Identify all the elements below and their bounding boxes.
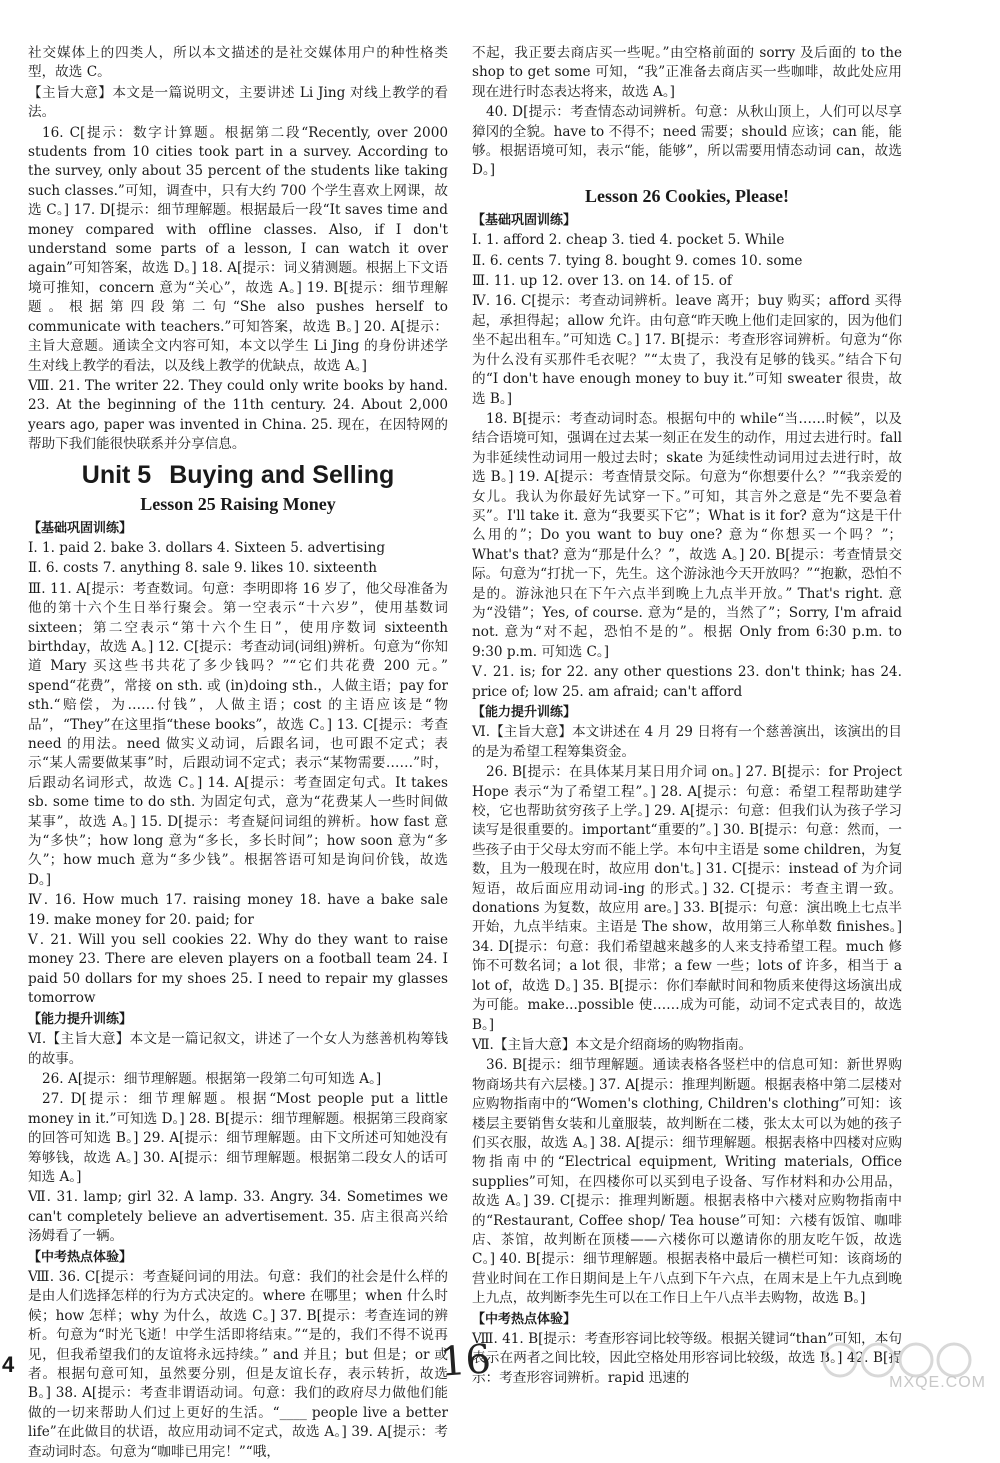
answer-list: Ⅴ. 21. Will you sell cookies 22. Why do they want to raise money 23. There are eleven players on a football team 24. I paid 50 dollars for my shoes 25. I need to repair my glasses tomorrow xyxy=(28,932,448,1007)
answer-list: Ⅱ. 6. cents 7. tying 8. bought 9. comes 10. some xyxy=(472,252,803,269)
answer-list: Ⅲ. 11. up 12. over 13. on 14. of 15. of xyxy=(472,273,732,290)
answer-explanation: 27. D[提示：细节理解题。根据“Most people put a little money in it.”可知选 D。] 28. B[提示：细节理解题。根据第三段商家的回答可知选 B。] 29. A[提示：细节理解题。由下文所述可知她没有筹够钱，故选 A。] 30. A[提示：细节理解题。根据第二段女人的话可知选 A。] xyxy=(28,1091,448,1185)
answer-explanation: 18. B[提示：考查动词时态。根据句中的 while“当……时候”，以及结合语境可知，强调在过去某一刻正在发生的动作，用过去进行时。fall 为非延续性动词用一般过去时；skate 为延续性动词用过去进行时，故选 B。] 19. A[提示：考查情景交际。句意为“你想要什么？”“我亲爱的女儿。我认为你最好先试穿一下。”可知，其言外之意是“先不要急着买”。I'll take it. 意为“我要买下它”；What is it for? 意为“这是干什么用的”；Do you want to buy one? 意为“你想买一个吗？”；What's that? 意为“那是什么？”，故选 A。] 20. B[提示：考查情景交际。句意为“打扰一下，先生。这个游泳池今天开放吗？”“抱歉，恐怕不是的。游泳池只在下午六点半到晚上九点半开放。” That's right. 意为“没错”；Yes, of course. 意为“是的，当然了”；Sorry, I'm afraid not. 意为“对不起，恐怕不是的”。根据 Only from 6:30 p.m. to 9:30 p.m. 可知选 C。] xyxy=(472,410,902,660)
answer-list: Ⅷ. 21. The writer 22. They could only write books by hand. 23. At the beginning of the 11th century. 24. About 2,000 years ago, paper was invented in China. 25. 现在，在因特网的帮助下我们能很快联系并分享信息。 xyxy=(28,377,448,453)
paragraph: 不起，我正要去商店买一些呢。”由空格前面的 sorry 及后面的 to the shop to get some 可知，“我”正准备去商店买一些咖啡，故此处应用现在进行时态表达将来，故选 A。] xyxy=(472,45,902,100)
answer-explanation: 40. D[提示：考查情态动词辨析。句意：从秋山顶上，人们可以尽享獐冈的全貌。have to 不得不；need 需要；should 应该；can 能，能够。根据语境可知，表示“能，能够”，所以需要用情态动词 can，故选 D。] xyxy=(472,104,902,179)
main-idea-note: 【主旨大意】本文是一篇说明文，主要讲述 Li Jing 对线上教学的看法。 xyxy=(28,84,448,121)
answer-list: Ⅳ. 16. How much 17. raising money 18. have a bake sale 19. make money for 20. paid; for xyxy=(28,892,448,928)
section-heading: 【中考热点体验】 xyxy=(472,1311,577,1327)
section-heading: 【基础巩固训练】 xyxy=(28,520,133,536)
left-column xyxy=(28,44,448,1463)
main-idea-note: Ⅶ.【主旨大意】本文是介绍商场的购物指南。 xyxy=(472,1036,753,1053)
answer-explanation: Ⅷ. 41. B[提示：考查形容词比较等级。根据关键词“than”可知，本句表示在两者之间比较，因此空格处用形容词比较级，故选 B。] 42. B[提示：考查形容词辨析。rapid 迅速的 xyxy=(472,1331,902,1386)
lesson-title: Lesson 25 Raising Money xyxy=(140,493,336,514)
answer-list: Ⅶ. 31. lamp; girl 32. A lamp. 33. Angry. 34. Sometimes we can't completely believe an advertisement. 35. 店主很高兴给汤姆看了一辆。 xyxy=(28,1189,448,1245)
answer-explanation: 26. A[提示：细节理解题。根据第一段第二句可知选 A。] xyxy=(42,1070,382,1087)
handwritten-mark: 16 xyxy=(438,1336,493,1386)
answer-explanation: 16. C[提示：数字计算题。根据第二段“Recently, over 2000 students from 10 cities took part in a survey. According to the survey, only about 35 percent of the students like taking such classes.”可知，调查中，只有大约 700 个学生喜欢上网课，故选 C。] 17. D[提示：细节理解题。根据最后一段“It saves time and money compared with offline classes. Also, if I don't understand some parts of a lesson, I can watch it over again”可知答案，故选 D。] 18. A[提示：词义猜测题。根据上下文语境可推知，concern 意为“关心”，故选 A。] 19. B[提示：细节理解题。根据第四段第二句“She also pushes herself to communicate with teachers.”可知答案，故选 B。] 20. A[提示：主旨大意题。通读全文内容可知，本文以学生 Li Jing 的身份讲述学生对线上教学的看法，以及线上教学的优缺点，故选 A。] xyxy=(28,124,448,374)
section-heading: 【中考热点体验】 xyxy=(28,1249,133,1265)
answer-explanation: Ⅲ. 11. A[提示：考查数词。句意：李明即将 16 岁了，他父母准备为他的第十六个生日举行聚会。第一空表示“十六岁”，使用基数词 sixteen；第二空表示“第十六个生日”，使用序数词 sixteenth birthday，故选 A。] 12. C[提示：考查动词(词组)辨析。句意为“你知道 Mary 买这些书共花了多少钱吗？”“它们共花费 200 元。” spend“花费”，常接 on sth. 或 (in)doing sth.，人做主语；pay for sth.“赔偿，为……付钱”，人做主语；cost 的主语应该是“物品”，“They”在这里指“these books”，故选 C。] 13. C[提示：考查 need 的用法。need 做实义动词，后跟名词，也可跟不定式；表示“某人需要做某事”时，后跟动词不定式；表示“某物需要……”时，后跟动名词形式，故选 C。] 14. A[提示：考查固定句式。It takes sb. some time to do sth. 为固定句式，意为“花费某人一些时间做某事”，故选 A。] 15. D[提示：考查疑问词组的辨析。how fast 意为“多快”；how long 意为“多长，多长时间”；how soon 意为“多久”；how much 意为“多少钱”。根据答语可知是询问价钱，故选 D。] xyxy=(28,580,448,888)
watermark-text: MXQE.COM xyxy=(889,1374,986,1391)
unit-number: Unit 5 xyxy=(81,460,152,489)
paragraph: 社交媒体上的四类人，所以本文描述的是社交媒体用户的种性格类型，故选 C。 xyxy=(28,45,448,81)
page-number: 4 xyxy=(2,1352,15,1377)
section-heading: 【能力提升训练】 xyxy=(472,705,577,720)
unit-title xyxy=(28,461,448,489)
section-heading: 【基础巩固训练】 xyxy=(472,212,577,228)
answer-explanation: Ⅷ. 36. C[提示：考查疑问词的用法。句意：我们的社会是什么样的是由人们选择怎样的行为方式决定的。where 在哪里；when 什么时候；how 怎样；why 为什么，故选 C。] 37. B[提示：考查连词的辨析。句意为“时光飞逝！中学生活即将结束。”“是的，我们不得不说再见，但我希望我们的友谊将永远持续。” and 并且；but 但是；or 或者。根据句意可知，虽然要分别，但是友谊长存，表示转折，故选 B。] 38. A[提示：考查非谓语动词。句意：我们的政府尽力做他们能做的一切来帮助人们过上更好的生活。“____ people live a better life”在此做目的状语，故应用动词不定式，故选 A。] 39. A[提示：考查动词时态。句意为“咖啡已用完！”“哦， xyxy=(28,1268,448,1460)
main-idea-note: Ⅵ.【主旨大意】本文是一篇记叙文，讲述了一个女人为慈善机构筹钱的故事。 xyxy=(28,1031,448,1067)
answer-explanation: Ⅳ. 16. C[提示：考查动词辨析。leave 离开；buy 购买；afford 买得起，承担得起；allow 允许。由句意“昨天晚上他们走回家的，因为他们坐不起出租车。”可知选 C。] 17. B[提示：考查形容词辨析。句意为“你为什么没有买那件毛衣呢？”“太贵了，我没有足够的钱买。”结合下句的“I don't have enough money to buy it.”可知 sweater 很贵，故选 B。] xyxy=(472,293,902,407)
answer-explanation: 36. B[提示：细节理解题。通读表格各竖栏中的信息可知：新世界购物商场共有六层楼。] 37. A[提示：推理判断题。根据表格中第二层楼对应购物指南中的“Women's clothing, Children's clothing”可知：该楼层主要销售女装和儿童服装，故判断在二楼，张太太可以为她的孩子们买衣服，故选 A。] 38. A[提示：细节理解题。根据表格中四楼对应购物指南中的“Electrical equipment, Writing materials, Office supplies”可知，在四楼你可以买到电子设备、写作材料和办公用品，故选 A。] 39. C[提示：推理判断题。根据表格中六楼对应购物指南中的“Restaurant, Coffee shop/ Tea house”可知：六楼有饭馆、咖啡店、茶馆，故判断在顶楼——六楼你可以邀请你的朋友吃午饭，故选 C。] 40. B[提示：细节理解题。根据表格中最后一横栏可知：该商场的营业时间在工作日期间是上午八点到下午六点，在周末是上午九点到晚上九点，故判断李先生可以在工作日上午八点半去购物，故选 B。] xyxy=(472,1057,902,1307)
lesson-title: Lesson 26 Cookies, Please! xyxy=(585,185,789,206)
answer-list: Ⅰ. 1. paid 2. bake 3. dollars 4. Sixteen 5. advertising xyxy=(28,539,386,556)
answer-list: Ⅱ. 6. costs 7. anything 8. sale 9. likes 10. sixteenth xyxy=(28,560,377,577)
answer-list: Ⅴ. 21. is; for 22. any other questions 23. don't think; has 24. price of; low 25. am afraid; can't afford xyxy=(472,664,902,700)
section-heading: 【能力提升训练】 xyxy=(28,1011,133,1027)
unit-name: Buying and Selling xyxy=(169,460,395,489)
right-column xyxy=(472,44,902,1389)
watermark xyxy=(820,1340,990,1392)
answer-explanation: 26. B[提示：在具体某月某日用介词 on。] 27. B[提示：for Project Hope 表示“为了希望工程”。] 28. A[提示：句意：希望工程帮助建学校，它也帮助贫穷孩子上学。] 29. A[提示：句意：但我们认为孩子学习读写是很重要的。important“重要的”。] 30. B[提示：句意：然而，一些孩子由于父母太穷而不能上学。本句中主语是 some children，为复数，且为一般现在时，故应用 don't。] 31. C[提示：instead of 为介词短语，故后面应用动词-ing 的形式。] 32. C[提示：考查主谓一致。donations 为复数，故应用 are。] 33. B[提示：句意：演出晚上七点半开始，九点半结束。主语是 The show，故用第三人称单数 finishes。] 34. D[提示：句意：我们希望越来越多的人来支持希望工程。much 修饰不可数名词；a lot 很，非常；a few 一些；lots of 许多，相当于 a lot of，故选 D。] 35. B[提示：你们奉献时间和物质来使得这场演出成为可能。make...possible 使……成为可能，动词不定式表目的，故选 B。] xyxy=(472,764,902,1033)
main-idea-note: Ⅵ.【主旨大意】本文讲述在 4 月 29 日将有一个慈善演出，该演出的目的是为希望工程筹集资金。 xyxy=(472,724,902,760)
answer-list: Ⅰ. 1. afford 2. cheap 3. tied 4. pocket 5. While xyxy=(472,232,785,249)
